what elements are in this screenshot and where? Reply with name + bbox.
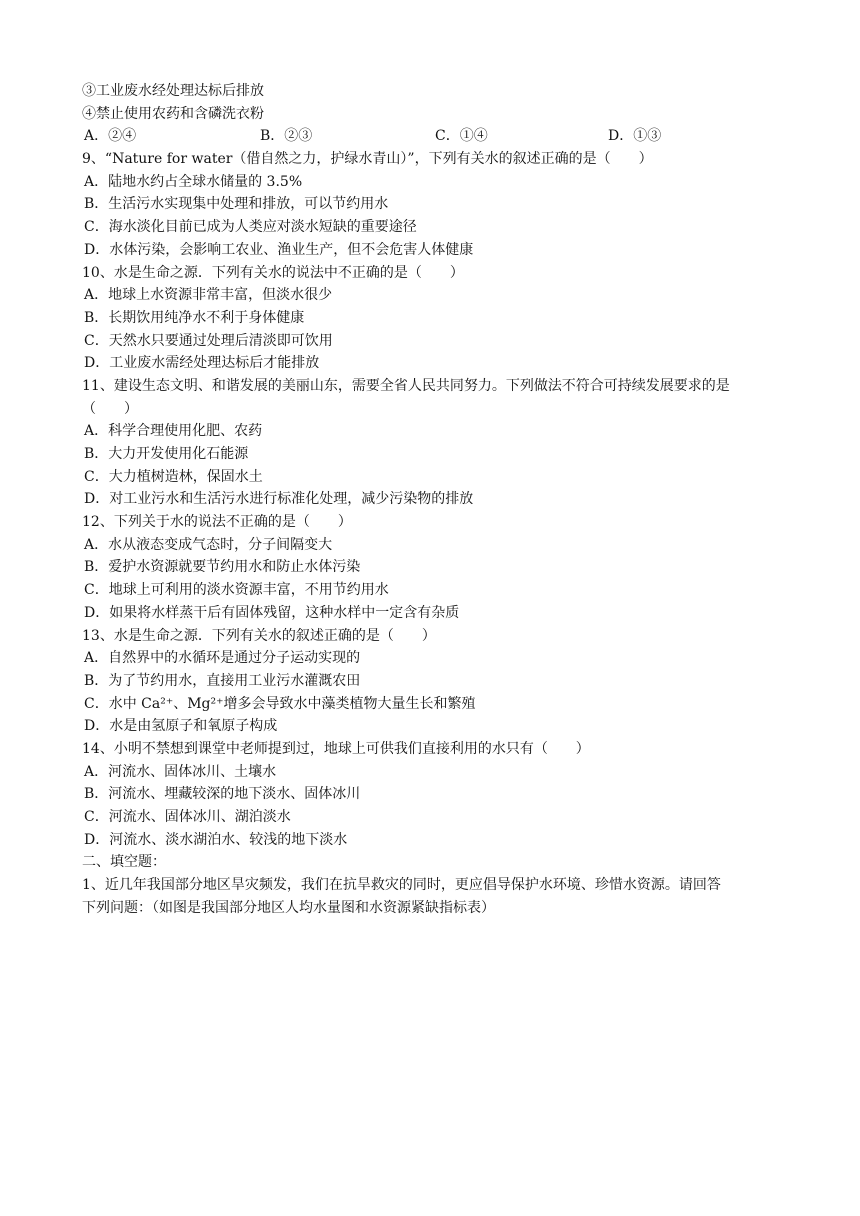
question-9-option-b: B．生活污水实现集中处理和排放，可以节约用水 (84, 196, 389, 213)
prev-question-item-4: ④禁止使用农药和含磷洗衣粉 (82, 105, 264, 122)
question-13-option-a: A．自然界中的水循环是通过分子运动实现的 (84, 650, 361, 667)
choice-c: C．①④ (435, 128, 488, 145)
question-11-option-a: A．科学合理使用化肥、农药 (84, 423, 263, 440)
question-11-stem: 11、建设生态文明、和谐发展的美丽山东，需要全省人民共同努力。下列做法不符合可持续发展要求的是 (82, 377, 730, 394)
question-10-option-c: C．天然水只要通过处理后清淡即可饮用 (84, 332, 333, 349)
question-12-option-d: D．如果将水样蒸干后有固体残留，这种水样中一定含有杂质 (84, 604, 460, 621)
question-9-stem: 9、“Nature for water（借自然之力，护绿水青山）”，下列有关水的叙述正确的是（ ） (82, 151, 653, 168)
question-14-option-b: B．河流水、埋藏较深的地下淡水、固体冰川 (84, 786, 361, 803)
question-13-option-d: D．水是由氢原子和氧原子构成 (84, 718, 278, 735)
question-14-option-c: C．河流水、固体冰川、湖泊淡水 (84, 809, 291, 825)
question-9-option-c: C．海水淡化目前已成为人类应对淡水短缺的重要途径 (84, 219, 417, 236)
fill-question-1-line-1: 1、近几年我国部分地区旱灾频发，我们在抗旱救灾的同时，更应倡导保护水环境、珍惜水资源。请回答 (82, 877, 721, 894)
section-2-heading: 二、填空题： (82, 854, 166, 871)
question-14-option-a: A．河流水、固体冰川、土壤水 (84, 763, 277, 780)
question-9-option-a: A．陆地水约占全球水储量的 3.5% (84, 173, 303, 190)
question-9-option-d: D．水体污染，会影响工农业、渔业生产，但不会危害人体健康 (84, 241, 474, 258)
document-content (82, 80, 782, 919)
question-13-option-c: C．水中 Ca²⁺、Mg²⁺增多会导致水中藻类植物大量生长和繁殖 (84, 695, 476, 712)
choice-d: D．①③ (608, 128, 662, 145)
choice-b: B．②③ (260, 128, 313, 145)
choice-a: A．②④ (84, 128, 137, 145)
question-11-option-c: C．大力植树造林，保固水土 (84, 468, 263, 485)
question-10-option-d: D．工业废水需经处理达标后才能排放 (84, 355, 320, 372)
question-10-option-b: B．长期饮用纯净水不利于身体健康 (84, 309, 305, 326)
question-13-stem: 13、水是生命之源．下列有关水的叙述正确的是（ ） (82, 627, 436, 644)
question-11-option-b: B．大力开发使用化石能源 (84, 446, 249, 462)
question-14-option-d: D．河流水、淡水湖泊水、较浅的地下淡水 (84, 831, 348, 848)
question-12-stem: 12、下列关于水的说法不正确的是（ ） (82, 514, 352, 531)
question-11-option-d: D．对工业污水和生活污水进行标准化处理，减少污染物的排放 (84, 491, 474, 508)
question-12-option-a: A．水从液态变成气态时，分子间隔变大 (84, 536, 333, 553)
question-13-option-b: B．为了节约用水，直接用工业污水灌溉农田 (84, 672, 361, 689)
prev-question-item-3: ③工业废水经处理达标后排放 (82, 83, 264, 99)
question-10-stem: 10、水是生命之源．下列有关水的说法中不正确的是（ ） (82, 264, 464, 281)
fill-question-1-line-2: 下列问题：（如图是我国部分地区人均水量图和水资源紧缺指标表） (82, 899, 495, 916)
question-12-option-c: C．地球上可利用的淡水资源丰富，不用节约用水 (84, 582, 389, 599)
question-12-option-b: B．爱护水资源就要节约用水和防止水体污染 (84, 559, 361, 576)
prev-question-choices (82, 125, 782, 148)
question-11-stem-continued: （ ） (82, 400, 138, 417)
question-10-option-a: A．地球上水资源非常丰富，但淡水很少 (84, 287, 333, 304)
question-14-stem: 14、小明不禁想到课堂中老师提到过，地球上可供我们直接利用的水只有（ ） (82, 740, 590, 757)
